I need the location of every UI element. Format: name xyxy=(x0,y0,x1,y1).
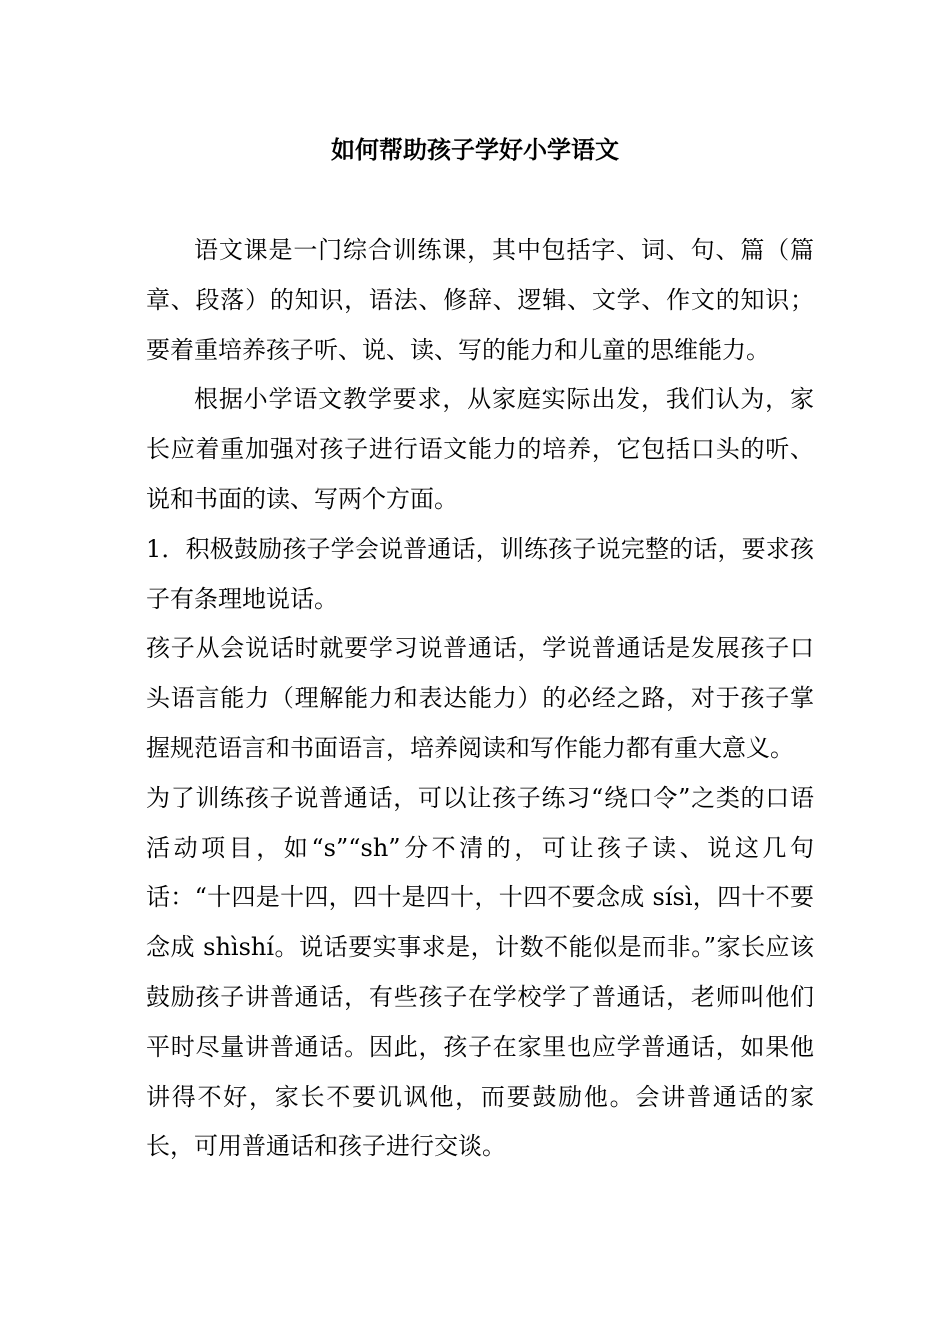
document-title: 如何帮助孩子学好小学语文 xyxy=(331,135,619,164)
paragraph-approach: 根据小学语文教学要求，从家庭实际出发，我们认为，家长应着重加强对孩子进行语文能力的培养，它包括口头的听、说和书面的读、写两个方面。 xyxy=(146,385,814,513)
paragraph-intro: 语文课是一门综合训练课，其中包括字、词、句、篇（篇章、段落）的知识，语法、修辞、逻辑、文学、作文的知识；要着重培养孩子听、说、读、写的能力和儿童的思维能力。 xyxy=(146,236,814,364)
paragraph-mandarin-importance: 孩子从会说话时就要学习说普通话，学说普通话是发展孩子口头语言能力（理解能力和表达能力）的必经之路，对于孩子掌握规范语言和书面语言，培养阅读和写作能力都有重大意义。 xyxy=(146,634,814,762)
paragraph-mandarin-practice: 为了训练孩子说普通话，可以让孩子练习“绕口令”之类的口语活动项目，如“s”“sh”分不清的，可让孩子读、说这几句话：“十四是十四，四十是四十，十四不要念成 sísì，四十不要念成 shìshí。说话要实事求是，计数不能似是而非。”家长应该鼓励孩子讲普通话，有些孩子在学校学了普通话，老师叫他们平时尽量讲普通话。因此，孩子在家里也应学普通话，如果他讲得不好，家长不要讥讽他，而要鼓励他。会讲普通话的家长，可用普通话和孩子进行交谈。 xyxy=(146,783,814,1161)
section-heading-1: 1．积极鼓励孩子学会说普通话，训练孩子说完整的话，要求孩子有条理地说话。 xyxy=(146,534,814,613)
document-body xyxy=(146,226,814,1172)
